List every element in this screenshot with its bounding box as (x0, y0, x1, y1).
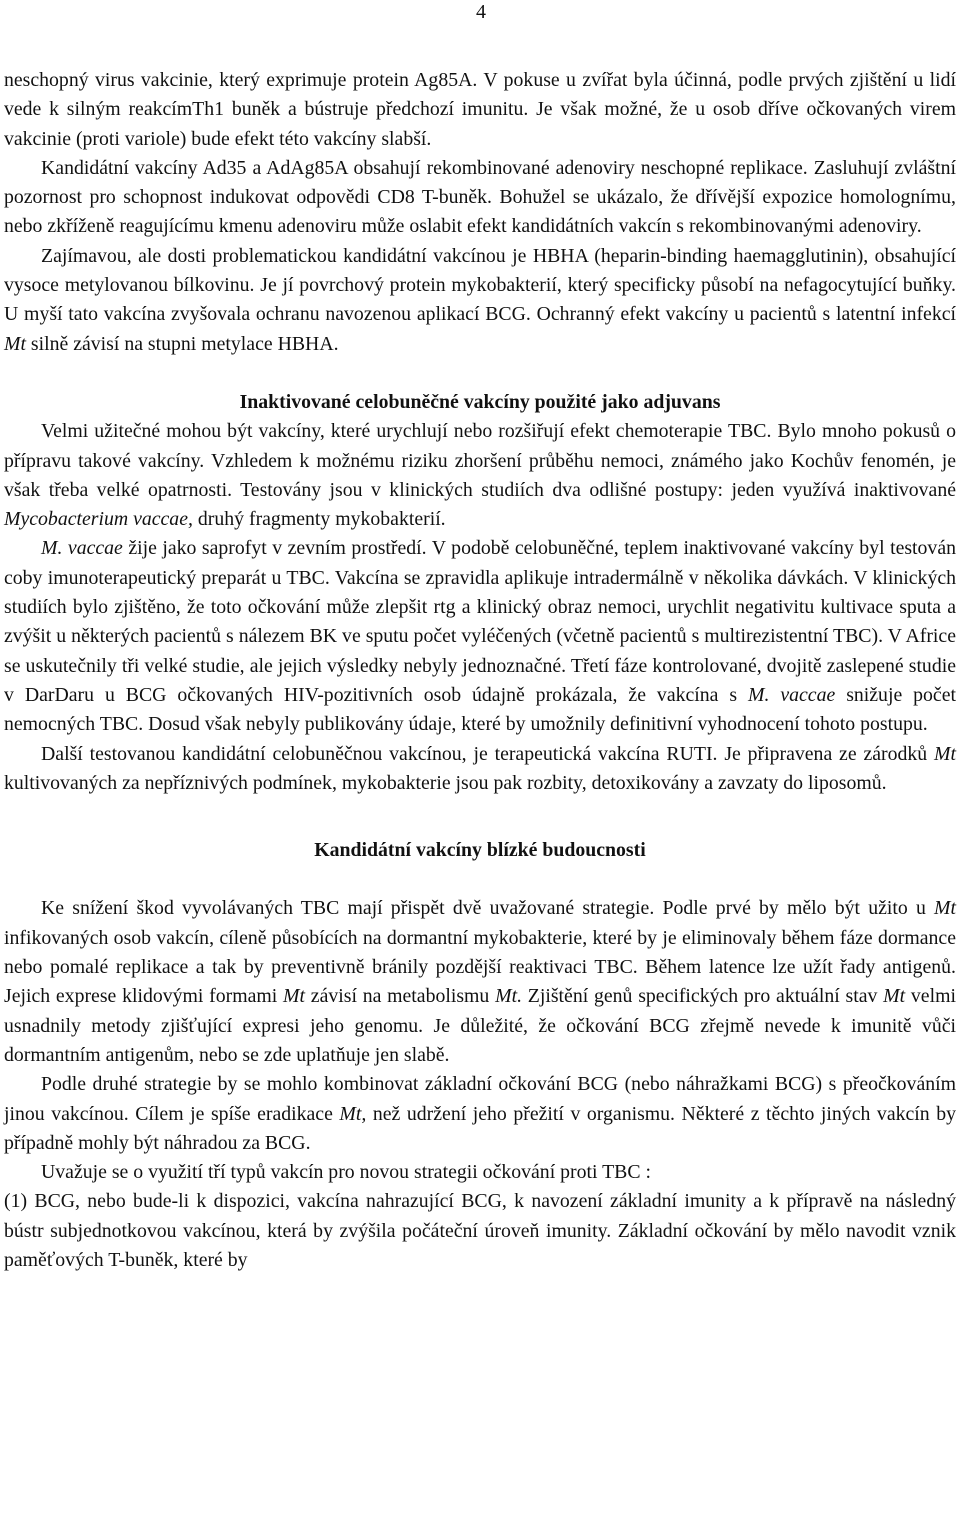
section-heading: Kandidátní vakcíny blízké budoucnosti (314, 839, 646, 862)
paragraph: M. vaccae žije jako saprofyt v zevním prostředí. V podobě celobuněčné, teplem inaktivované vakcíny byl testován coby imunoterapeutický preparát u TBC. Vakcína se zpravidla aplikuje intradermálně v několika dávkách. V klinických studiích bylo zjištěno, že toto očkování může zlepšit rtg a klinický obraz nemoci, urychlit negativitu kultivace sputa a zvýšit u některých pacientů s nálezem BK ve sputu počet vyléčených (včetně pacientů s multirezistentní TBC). V Africe se uskutečnily tři velké studie, ale jejich výsledky nebyly jednoznačné. Třetí fáze kontrolované, dvojitě zaslepené studie v DarDaru u BCG očkovaných HIV-pozitivních osob údajně prokázala, že vakcína s M. vaccae snižuje počet nemocných TBC. Dosud však nebyly publikovány údaje, které by umožnily definitivní vyhodnocení tohoto postupu. (4, 537, 956, 736)
paragraph: Ke snížení škod vyvolávaných TBC mají přispět dvě uvažované strategie. Podle prvé by mělo být užito u Mt infikovaných osob vakcín, cíleně působících na dormantní mykobakterie, které by je eliminovaly během fáze dormance nebo pomalé replikace a tak by preventivně bránily pozdější reaktivaci TBC. Během latence lze užít řady antigenů. Jejich exprese klidovými formami Mt závisí na metabolismu Mt. Zjištění genů specifických pro aktuální stav Mt velmi usnadnily metody zjišťující expresi jeho genomu. Je důležité, že očkování BCG zřejmě nevede k imunitě vůči dormantním antigenům, nebo se zde uplatňuje jen slabě. (4, 897, 956, 1066)
paragraph: Další testovanou kandidátní celobuněčnou vakcínou, je terapeutická vakcína RUTI. Je připravena ze zárodků Mt kultivovaných za nepříznivých podmínek, mykobakterie jsou pak rozbity, detoxikovány a zavzaty do liposomů. (4, 742, 956, 794)
italic-term: Mt (934, 897, 956, 920)
italic-term: M. vaccae (748, 683, 836, 706)
italic-term: Mt. (495, 985, 523, 1008)
italic-term: Mt (4, 332, 26, 355)
italic-term: Mt (883, 985, 906, 1008)
list-item: (1) BCG, nebo bude-li k dispozici, vakcína nahrazující BCG, k navození základní imunity a k přípravě na následný bústr subjednotkovou vakcínou, která by zvýšila počáteční úroveň imunity. Základní očkování by mělo navodit vznik paměťových T-buněk, které by (4, 1190, 956, 1271)
paragraph: Zajímavou, ale dosti problematickou kandidátní vakcínou je HBHA (heparin-binding haemagglutinin), obsahující vysoce metylovanou bílkovinu. Je jí povrchový protein mykobakterií, který specificky působí na nefagocytující buňky. U myší tato vakcína zvyšovala ochranu navozenou aplikací BCG. Ochranný efekt vakcíny u pacientů s latentní infekcí Mt silně závisí na stupni metylace HBHA. (4, 244, 956, 355)
page-number: 4 (476, 1, 486, 23)
italic-term: Mt (934, 742, 956, 765)
document-body (4, 66, 956, 1275)
section-heading: Inaktivované celobuněčné vakcíny použité jako adjuvans (239, 390, 721, 413)
paragraph: neschopný virus vakcinie, který exprimuje protein Ag85A. V pokuse u zvířat byla účinná, podle prvých zjištění u lidí vede k silným reakcímTh1 buněk a bústruje předchozí imunitu. Je však možné, že u osob dříve očkovaných virem vakcinie (proti variole) bude efekt této vakcíny slabší. (4, 69, 956, 150)
paragraph: Uvažuje se o využití tří typů vakcín pro novou strategii očkování proti TBC : (41, 1161, 651, 1184)
italic-term: Mycobacterium vaccae, (4, 508, 193, 531)
paragraph: Kandidátní vakcíny Ad35 a AdAg85A obsahují rekombinované adenoviry neschopné replikace. Zasluhují zvláštní pozornost pro schopnost indukovat odpovědi CD8 T-buněk. Bohužel se ukázalo, že dřívější expozice homolognímu, nebo zkříženě reagujícímu kmenu adenoviru může oslabit efekt kandidátních vakcín s rekombinovanými adenoviry. (4, 156, 956, 238)
italic-term: Mt (283, 985, 306, 1008)
italic-term: Mt, (339, 1102, 367, 1125)
italic-term: M. vaccae (41, 537, 123, 560)
paragraph: Podle druhé strategie by se mohlo kombinovat základní očkování BCG (nebo náhražkami BCG) s přeočkováním jinou vakcínou. Cílem je spíše eradikace Mt, než udržení jeho přežití v organismu. Některé z těchto jiných vakcín by případně mohly být náhradou za BCG. (4, 1073, 956, 1154)
paragraph: Velmi užitečné mohou být vakcíny, které urychlují nebo rozšiřují efekt chemoterapie TBC. Bylo mnoho pokusů o přípravu takové vakcíny. Vzhledem k možnému riziku zhoršení průběhu nemoci, známého jako Kochův fenomén, je však třeba velké opatrnosti. Testovány jsou v klinických studiích dva odlišné postupy: jeden využívá inaktivované Mycobacterium vaccae, druhý fragmenty mykobakterií. (4, 420, 956, 531)
